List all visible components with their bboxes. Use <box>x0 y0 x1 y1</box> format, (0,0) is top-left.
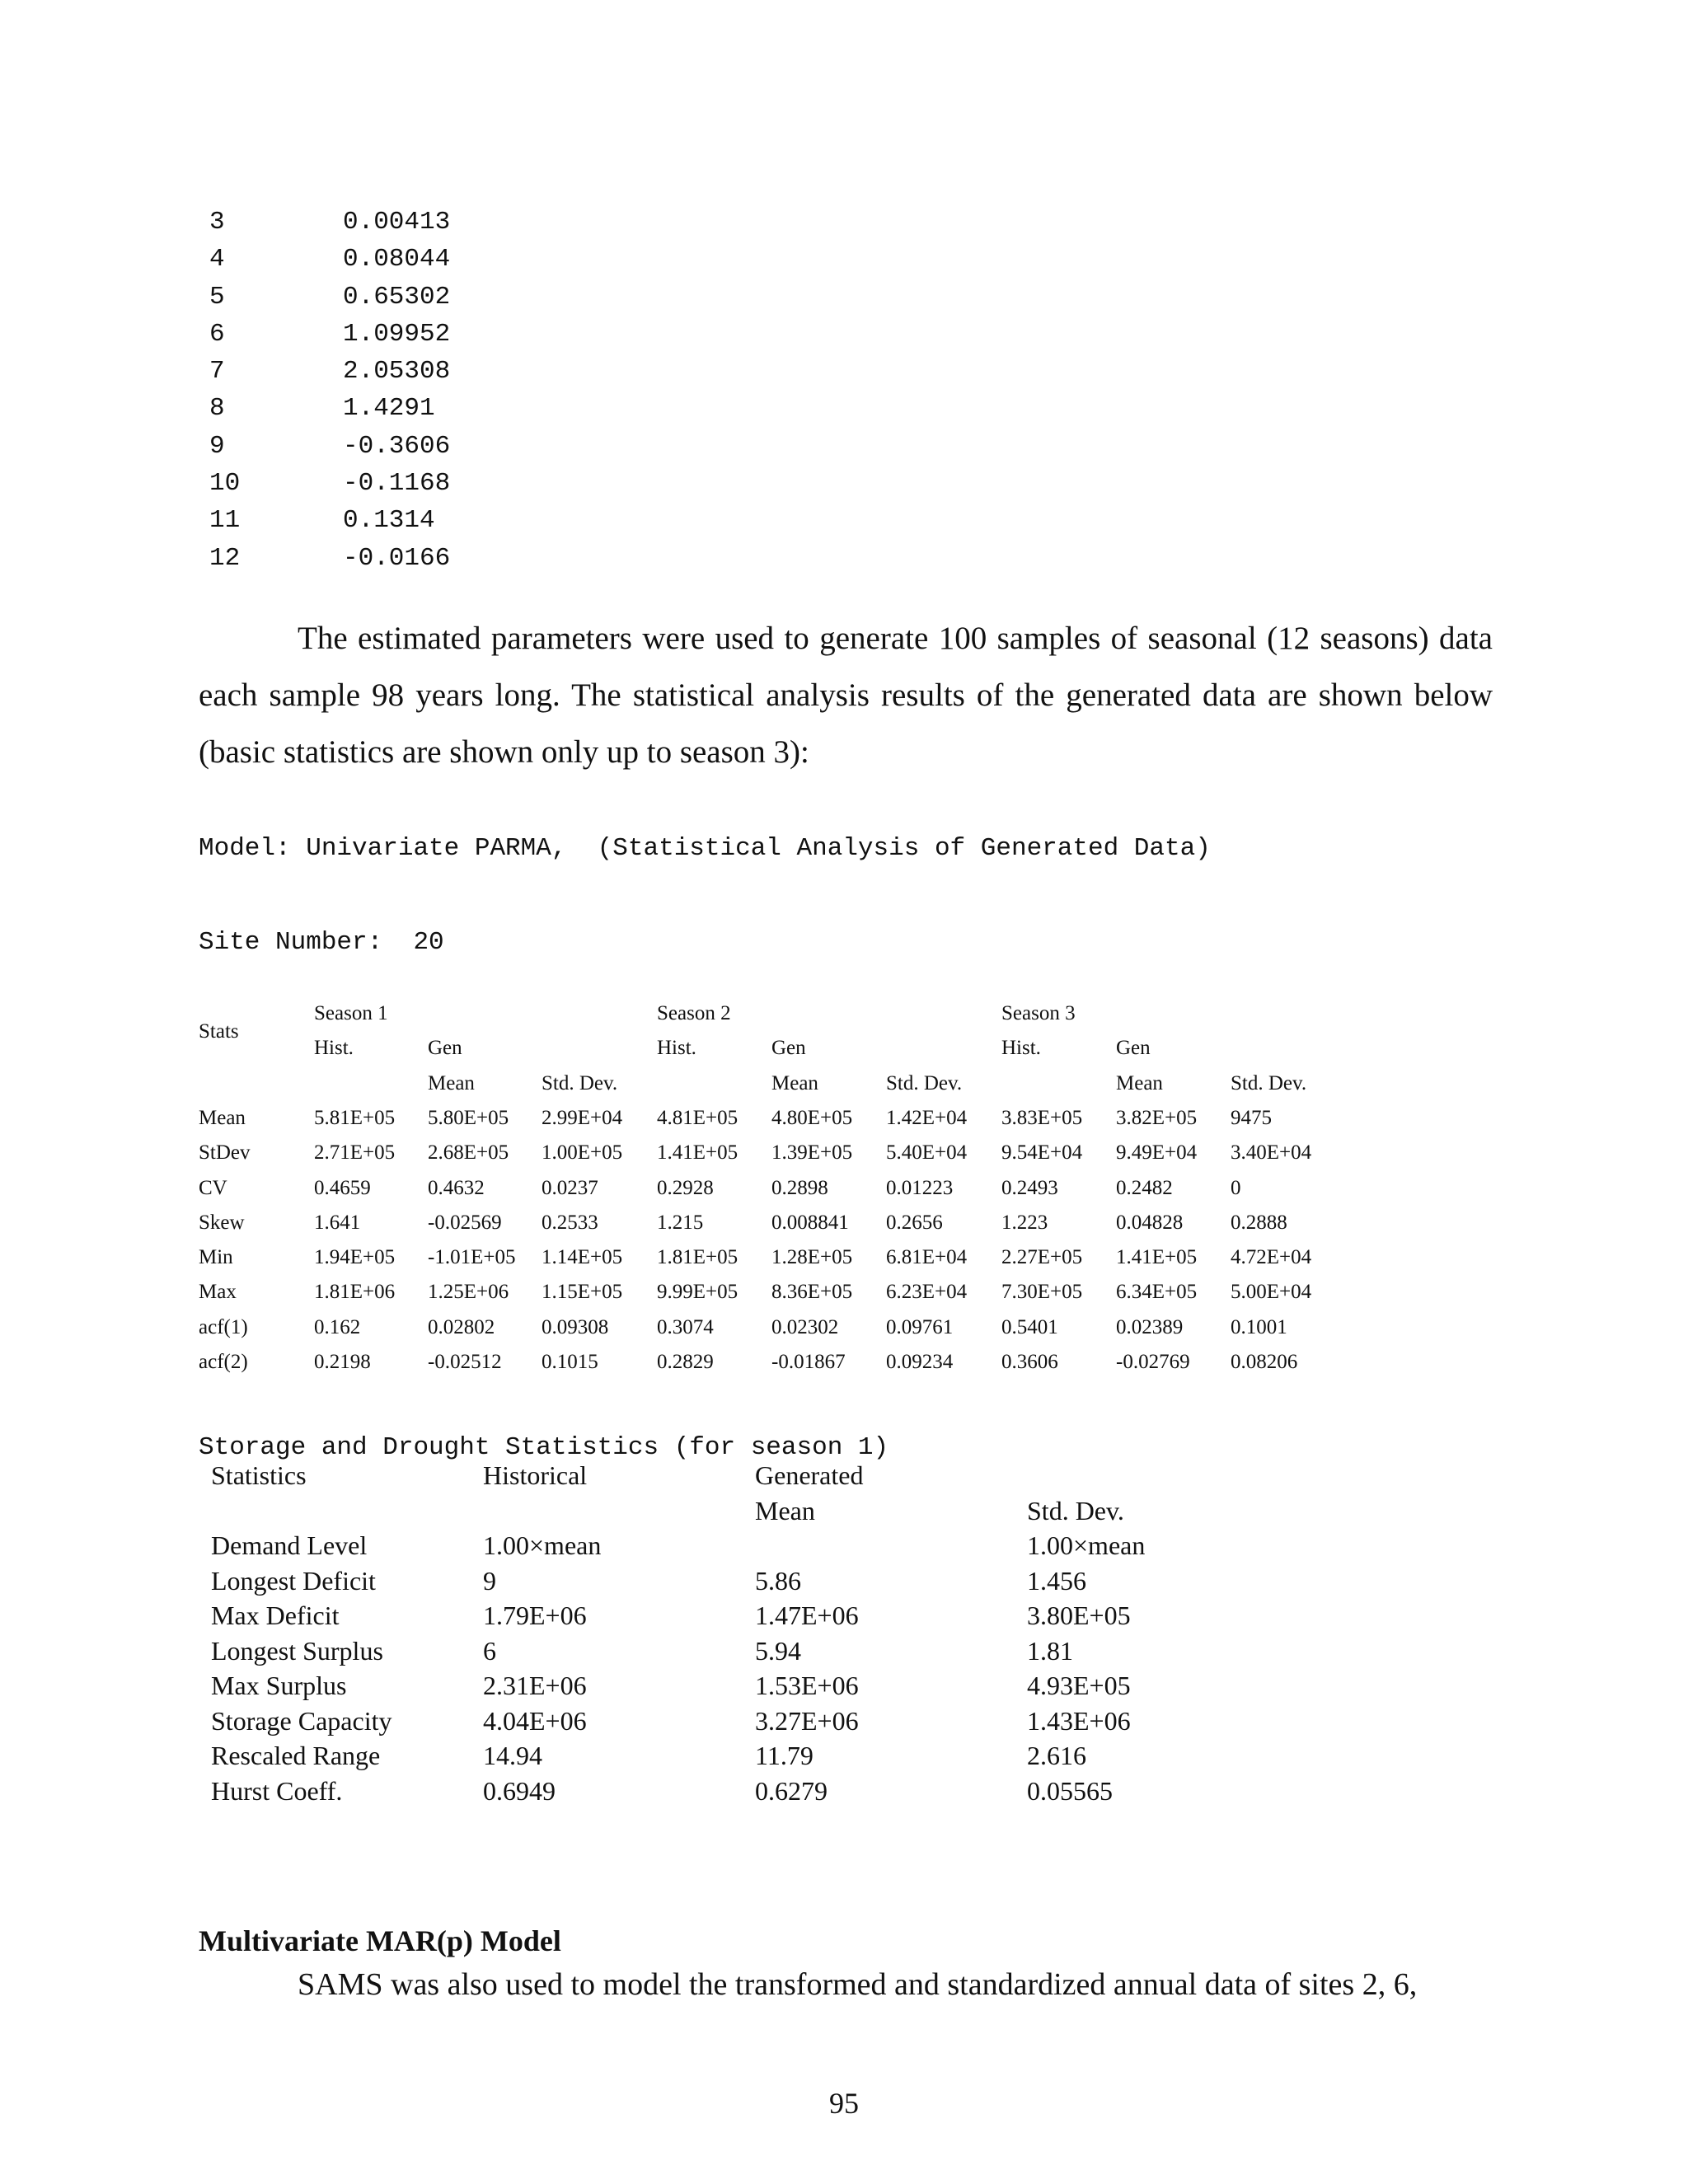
gen-mean-header: Mean <box>771 1071 818 1094</box>
gen-mean-header: Mean <box>1116 1071 1163 1094</box>
stats-cell: 1.641 <box>314 1211 361 1234</box>
stats-cell: 1.81E+05 <box>657 1246 738 1269</box>
storage-row-label: Demand Level <box>211 1530 368 1560</box>
stats-cell: -0.01867 <box>771 1351 846 1373</box>
stats-cell: 0.02302 <box>771 1315 839 1338</box>
storage-historical-value: 0.6949 <box>483 1775 556 1806</box>
lag-number: 5 <box>209 282 225 312</box>
lag-value: 0.08044 <box>343 245 451 274</box>
lag-number: 11 <box>209 506 241 536</box>
stats-cell: 5.80E+05 <box>428 1106 509 1129</box>
storage-table-title: Storage and Drought Statistics (for season 1) <box>199 1433 889 1462</box>
stats-cell: 0.01223 <box>886 1176 954 1199</box>
gen-header: Gen <box>1116 1037 1151 1060</box>
storage-header-historical: Historical <box>483 1460 588 1490</box>
stats-cell: 0.4632 <box>428 1176 485 1199</box>
stats-cell: 1.215 <box>657 1211 704 1234</box>
lag-number: 12 <box>209 543 241 573</box>
lag-value: 0.65302 <box>343 282 451 312</box>
gen-std-header: Std. Dev. <box>886 1071 963 1094</box>
stats-cell: 8.36E+05 <box>771 1281 853 1304</box>
page-number: 95 <box>829 2087 859 2120</box>
storage-row-label: Rescaled Range <box>211 1741 381 1770</box>
stats-cell: 0.2888 <box>1231 1211 1287 1234</box>
stats-cell: 5.00E+04 <box>1231 1281 1312 1304</box>
storage-row-label: Longest Deficit <box>211 1565 376 1596</box>
stats-cell: 0.2656 <box>886 1211 943 1234</box>
storage-generated-mean: 0.6279 <box>755 1775 828 1806</box>
body-paragraph <box>199 610 1493 780</box>
storage-historical-value: 4.04E+06 <box>483 1705 587 1736</box>
stats-cell: 0.2898 <box>771 1176 828 1199</box>
stats-cell: 2.68E+05 <box>428 1141 509 1165</box>
gen-mean-header: Mean <box>428 1071 475 1094</box>
stats-cell: 0.09761 <box>886 1315 954 1338</box>
stats-cell: 0.3606 <box>1001 1351 1058 1373</box>
stats-cell: -0.02512 <box>428 1351 502 1373</box>
stats-cell: 3.40E+04 <box>1231 1141 1312 1165</box>
storage-generated-std: 1.81 <box>1027 1635 1073 1666</box>
stats-cell: 6.23E+04 <box>886 1281 968 1304</box>
storage-generated-mean: 1.53E+06 <box>755 1671 859 1700</box>
stats-cell: 1.42E+04 <box>886 1106 968 1129</box>
storage-generated-std: 1.456 <box>1027 1565 1086 1596</box>
lag-number: 4 <box>209 245 225 274</box>
lag-number: 9 <box>209 431 225 461</box>
lag-number: 8 <box>209 394 225 424</box>
hist-header: Hist. <box>1001 1037 1041 1060</box>
stats-cell: 1.25E+06 <box>428 1281 509 1304</box>
gen-std-header: Std. Dev. <box>1231 1071 1307 1094</box>
lag-number: 10 <box>209 469 241 499</box>
lag-number: 7 <box>209 357 225 387</box>
storage-header-std: Std. Dev. <box>1027 1495 1124 1526</box>
storage-generated-std: 0.05565 <box>1027 1775 1113 1806</box>
gen-std-header: Std. Dev. <box>542 1071 618 1094</box>
season-header: Season 1 <box>314 1002 388 1024</box>
storage-historical-value: 2.31E+06 <box>483 1671 587 1700</box>
storage-generated-mean: 1.47E+06 <box>755 1601 859 1630</box>
stats-cell: -1.01E+05 <box>428 1246 516 1269</box>
storage-generated-mean: 3.27E+06 <box>755 1705 859 1736</box>
stats-cell: 0 <box>1231 1176 1241 1199</box>
stats-cell: 9475 <box>1231 1106 1272 1129</box>
stats-cell: 0.4659 <box>314 1176 371 1199</box>
stats-cell: 0.04828 <box>1116 1211 1184 1234</box>
season-header: Season 2 <box>657 1002 731 1024</box>
hist-header: Hist. <box>657 1037 696 1060</box>
stats-row-label: Max <box>199 1281 237 1304</box>
storage-generated-std: 1.43E+06 <box>1027 1705 1131 1736</box>
stats-cell: 0.3074 <box>657 1315 714 1338</box>
stats-cell: -0.02769 <box>1116 1351 1190 1373</box>
stats-cell: 3.83E+05 <box>1001 1106 1083 1129</box>
stats-cell: 1.15E+05 <box>542 1281 623 1304</box>
stats-cell: 2.27E+05 <box>1001 1246 1083 1269</box>
stats-row-label: Mean <box>199 1106 246 1129</box>
storage-header-statistics: Statistics <box>211 1460 307 1490</box>
storage-row-label: Max Deficit <box>211 1601 340 1630</box>
stats-cell: 0.0237 <box>542 1176 598 1199</box>
stats-cell: 4.81E+05 <box>657 1106 738 1129</box>
stats-cell: -0.02569 <box>428 1211 502 1234</box>
model-line: Model: Univariate PARMA, (Statistical Analysis of Generated Data) <box>199 834 1211 863</box>
stats-cell: 0.162 <box>314 1315 361 1338</box>
stats-cell: 5.40E+04 <box>886 1141 968 1165</box>
stats-cell: 0.09308 <box>542 1315 609 1338</box>
stats-cell: 1.28E+05 <box>771 1246 853 1269</box>
storage-historical-value: 1.79E+06 <box>483 1601 587 1630</box>
stats-cell: 3.82E+05 <box>1116 1106 1198 1129</box>
stats-cell: 1.81E+06 <box>314 1281 396 1304</box>
storage-row-label: Hurst Coeff. <box>211 1775 343 1806</box>
lag-value: 1.4291 <box>343 394 435 424</box>
stats-cell: 0.2198 <box>314 1351 371 1373</box>
stats-cell: 7.30E+05 <box>1001 1281 1083 1304</box>
stats-cell: 4.72E+04 <box>1231 1246 1312 1269</box>
paragraph-text: The estimated parameters were used to generate 100 samples of seasonal (12 seasons) data each sample 98 years long. The statistical analysis results of the generated data are shown below (basic statistics are shown only up to season 3): <box>199 621 1493 770</box>
storage-generated-std: 4.93E+05 <box>1027 1671 1131 1700</box>
stats-cell: 0.02802 <box>428 1315 495 1338</box>
gen-header: Gen <box>428 1037 462 1060</box>
stats-row-label: acf(1) <box>199 1315 248 1338</box>
stats-cell: 0.2829 <box>657 1351 714 1373</box>
storage-row-label: Storage Capacity <box>211 1705 392 1736</box>
stats-cell: 0.5401 <box>1001 1315 1058 1338</box>
stats-cell: 1.94E+05 <box>314 1246 396 1269</box>
stats-header: Stats <box>199 1020 239 1043</box>
stats-cell: 1.14E+05 <box>542 1246 623 1269</box>
stats-cell: 2.99E+04 <box>542 1106 623 1129</box>
stats-row-label: Min <box>199 1246 233 1269</box>
stats-row-label: CV <box>199 1176 227 1199</box>
stats-cell: 9.49E+04 <box>1116 1141 1198 1165</box>
storage-generated-mean: 11.79 <box>755 1741 814 1770</box>
stats-row-label: Skew <box>199 1211 245 1234</box>
stats-cell: 2.71E+05 <box>314 1141 396 1165</box>
storage-historical-value: 9 <box>483 1565 496 1596</box>
stats-cell: 0.2482 <box>1116 1176 1173 1199</box>
stats-cell: 0.2533 <box>542 1211 598 1234</box>
lag-value: 0.00413 <box>343 208 451 237</box>
stats-cell: 1.00E+05 <box>542 1141 623 1165</box>
lag-number: 6 <box>209 319 225 349</box>
storage-row-label: Longest Surplus <box>211 1635 383 1666</box>
site-number-line: Site Number: 20 <box>199 928 444 957</box>
stats-cell: 6.81E+04 <box>886 1246 968 1269</box>
lag-value: -0.3606 <box>343 431 451 461</box>
section-text: SAMS was also used to model the transformed and standardized annual data of sites 2, 6, <box>298 1967 1418 2002</box>
season-header: Season 3 <box>1001 1002 1076 1024</box>
storage-historical-value: 6 <box>483 1635 496 1666</box>
storage-generated-std: 2.616 <box>1027 1741 1086 1770</box>
storage-header-generated: Generated <box>755 1460 864 1490</box>
storage-generated-std: 1.00×mean <box>1027 1530 1146 1560</box>
storage-generated-mean: 5.86 <box>755 1565 801 1596</box>
stats-cell: 6.34E+05 <box>1116 1281 1198 1304</box>
stats-cell: 0.08206 <box>1231 1351 1298 1373</box>
stats-cell: 1.39E+05 <box>771 1141 853 1165</box>
lag-value: -0.1168 <box>343 469 451 499</box>
lag-number: 3 <box>209 208 225 237</box>
stats-cell: 0.1001 <box>1231 1315 1287 1338</box>
storage-generated-std: 3.80E+05 <box>1027 1601 1131 1630</box>
storage-row-label: Max Surplus <box>211 1671 347 1700</box>
storage-historical-value: 14.94 <box>483 1741 542 1770</box>
stats-cell: 5.81E+05 <box>314 1106 396 1129</box>
stats-cell: 0.02389 <box>1116 1315 1184 1338</box>
stats-cell: 0.2928 <box>657 1176 714 1199</box>
stats-row-label: StDev <box>199 1141 251 1165</box>
lag-value: 1.09952 <box>343 319 451 349</box>
stats-row-label: acf(2) <box>199 1351 248 1373</box>
stats-cell: 0.008841 <box>771 1211 849 1234</box>
stats-cell: 9.99E+05 <box>657 1281 738 1304</box>
hist-header: Hist. <box>314 1037 354 1060</box>
gen-header: Gen <box>771 1037 806 1060</box>
lag-value: 2.05308 <box>343 357 451 387</box>
stats-cell: 9.54E+04 <box>1001 1141 1083 1165</box>
stats-cell: 1.41E+05 <box>657 1141 738 1165</box>
storage-header-mean: Mean <box>755 1495 815 1526</box>
stats-cell: 0.2493 <box>1001 1176 1058 1199</box>
stats-cell: 1.223 <box>1001 1211 1048 1234</box>
stats-cell: 1.41E+05 <box>1116 1246 1198 1269</box>
stats-cell: 0.09234 <box>886 1351 954 1373</box>
lag-value: 0.1314 <box>343 506 435 536</box>
section-heading: Multivariate MAR(p) Model <box>199 1924 561 1957</box>
stats-cell: 4.80E+05 <box>771 1106 853 1129</box>
storage-historical-value: 1.00×mean <box>483 1530 602 1560</box>
stats-cell: 0.1015 <box>542 1351 598 1373</box>
lag-value: -0.0166 <box>343 543 451 573</box>
storage-generated-mean: 5.94 <box>755 1635 801 1666</box>
